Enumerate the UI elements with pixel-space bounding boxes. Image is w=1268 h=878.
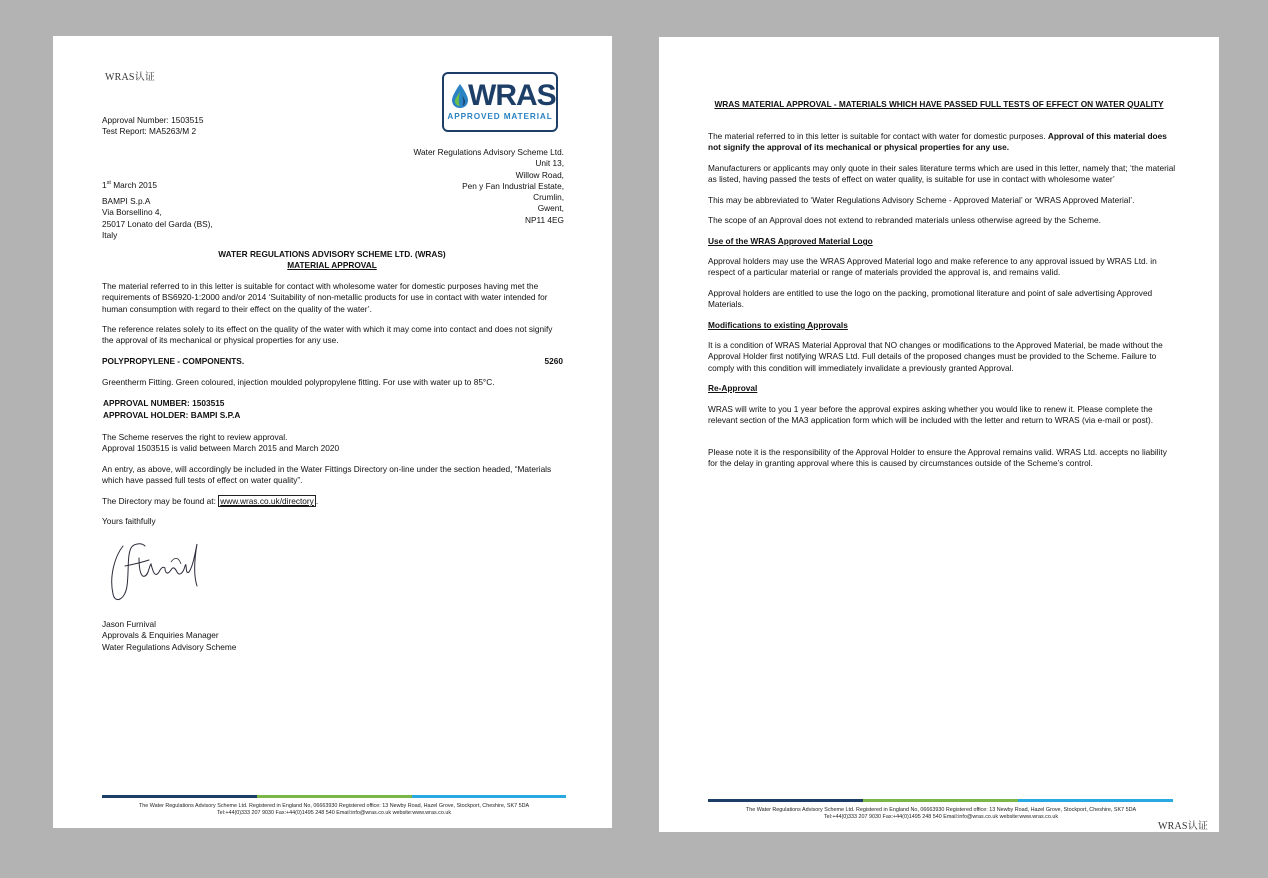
address-line: Crumlin, [533, 192, 564, 203]
signer-organisation: Water Regulations Advisory Scheme [102, 641, 237, 652]
page2-paragraph-3: This may be abbreviated to ‘Water Regulations Advisory Scheme - Approved Material’ or ‘WRAS Approved Material’. [708, 195, 1135, 205]
directory-line [102, 496, 318, 507]
page2-paragraph-2: Manufacturers or applicants may only quote in their sales literature terms which are used in this letter, namely that; ‘the material as listed, having passed the tests of effect on water quality, is suitable for use in contact with wholesome water’ [708, 163, 1176, 185]
heading-line-1: WATER REGULATIONS ADVISORY SCHEME LTD. (WRAS) [218, 249, 446, 259]
logo-subtitle: APPROVED MATERIAL [447, 112, 553, 121]
footer-text [102, 803, 566, 817]
letter-heading [102, 249, 562, 272]
sender-address [304, 147, 564, 226]
section-heading-reapproval: Re-Approval [708, 383, 758, 393]
address-line: Willow Road, [515, 169, 564, 180]
footer-line-1: The Water Regulations Advisory Scheme Ltd. Registered in England No, 06663930 Registered office: 13 Newby Road, Hazel Grove, Stockport, Cheshire, SK7 5DA [745, 807, 1137, 813]
signer-name: Jason Furnival [102, 619, 156, 629]
wras-logo [442, 72, 558, 132]
recipient-line: Via Borsellino 4, [102, 207, 162, 218]
signer-title: Approvals & Enquiries Manager [102, 630, 219, 641]
directory-link[interactable]: www.wras.co.uk/directory [220, 496, 314, 506]
approval-number-line: Approval Number: 1503515 [102, 115, 204, 125]
heading-line-2: MATERIAL APPROVAL [287, 260, 377, 271]
page2-paragraph-8: WRAS will write to you 1 year before the approval expires asking whether you would like to renew it. Please complete the relevant section of the MA3 application form which will be included with the letter and return to WRAS (via e-mail or post). [708, 404, 1154, 426]
footer-bar-navy [708, 799, 863, 802]
recipient-line: BAMPI S.p.A [102, 196, 151, 206]
footer-bar-cyan [412, 795, 566, 798]
paragraph-reference: The reference relates solely to its effect on the quality of the water with which it may come into contact and does not signify the approval of its mechanical or physical properties for any use. [102, 324, 553, 346]
page2-paragraph-9: Please note it is the responsibility of the Approval Holder to ensure the Approval remains valid. WRAS Ltd. accepts no liability for the delay in granting approval where this is caused by circumstances outside of the Scheme’s control. [708, 447, 1167, 469]
date-suffix: st [106, 180, 111, 186]
material-name: POLYPROPYLENE - COMPONENTS. [102, 356, 245, 366]
footer-line-2: Tel:+44(0)333 207 9030 Fax:+44(0)1495 248 540 Email:info@wras.co.uk website:www.wras.co.uk [823, 814, 1059, 821]
footer-line-2: Tel:+44(0)333 207 9030 Fax:+44(0)1495 248 540 Email:info@wras.co.uk website:www.wras.co.uk [216, 810, 452, 817]
footer-bar-green [863, 799, 1018, 802]
review-line-1: The Scheme reserves the right to review approval. [102, 432, 288, 442]
recipient-line: Italy [102, 229, 118, 240]
address-line: NP11 4EG [524, 214, 564, 225]
footer-bar-green [257, 795, 412, 798]
directory-suffix: . [315, 496, 319, 506]
test-report-line: Test Report: MA5263/M 2 [102, 126, 197, 136]
page2-paragraph-1 [708, 131, 1176, 154]
material-description: Greentherm Fitting. Green coloured, injection moulded polypropylene fitting. For use with water up to 85°C. [102, 377, 495, 387]
section-heading-logo: Use of the WRAS Approved Material Logo [708, 236, 873, 246]
watermark-text: WRAS认证 [105, 72, 156, 83]
letter-page-2 [659, 37, 1219, 832]
address-line: Water Regulations Advisory Scheme Ltd. [413, 147, 564, 157]
page2-paragraph-6: Approval holders are entitled to use the logo on the packing, promotional literature and point of sale advertising Approved Materials. [708, 288, 1153, 310]
approval-number-bold: APPROVAL NUMBER: 1503515 [103, 398, 225, 408]
date-day: 1 [102, 179, 107, 190]
footer-text [708, 807, 1174, 821]
paragraph-suitability: The material referred to in this letter is suitable for contact with wholesome water for domestic purposes having met the requirements of BS6920-1:2000 and/or 2014 ‘Suitability of non-metallic products for use in contact with water intended for human consumption with regard to their effect on the quality of the water’. [102, 281, 548, 314]
p1-bold-text: Approval of this material does not signify the approval of its mechanical or physical properties for any use. [708, 131, 1167, 153]
signer-block [102, 619, 236, 653]
footer-bar-cyan [1018, 799, 1173, 802]
logo-wordmark: WRAS [468, 79, 556, 112]
watermark-text: WRAS认证 [1158, 821, 1209, 832]
footer-bar-navy [102, 795, 257, 798]
footer-line-1: The Water Regulations Advisory Scheme Ltd. Registered in England No, 06663930 Registered office: 13 Newby Road, Hazel Grove, Stockport, Cheshire, SK7 5DA [138, 803, 530, 809]
letter-date [102, 178, 157, 191]
signature-image [105, 536, 205, 606]
recipient-line: 25017 Lonato del Garda (BS), [102, 218, 213, 229]
material-code: 5260 [544, 356, 563, 366]
letter-page-1 [53, 36, 612, 828]
address-line: Unit 13, [535, 158, 564, 169]
directory-prefix: The Directory may be found at: [102, 496, 219, 506]
page2-title: WRAS MATERIAL APPROVAL - MATERIALS WHICH HAVE PASSED FULL TESTS OF EFFECT ON WATER QUALITY [714, 99, 1164, 109]
recipient-address [102, 196, 213, 241]
section-heading-modifications: Modifications to existing Approvals [708, 320, 848, 330]
closing-line: Yours faithfully [102, 516, 156, 526]
page2-paragraph-5: Approval holders may use the WRAS Approved Material logo and make reference to any approval issued by WRAS Ltd. in respect of a particular material or range of materials provided the approval is, and remains valid. [708, 256, 1157, 278]
approval-holder-bold: APPROVAL HOLDER: BAMPI S.P.A [103, 410, 241, 420]
address-line: Pen y Fan Industrial Estate, [462, 180, 564, 191]
water-drop-icon [450, 83, 470, 109]
page2-paragraph-7: It is a condition of WRAS Material Approval that NO changes or modifications to the Approved Material, be made without the Approval Holder first notifying WRAS Ltd. Full details of the proposed changes must be provided to the Scheme. Failure to comply with this condition will immediately invalidate a previously granted Approval. [708, 340, 1163, 373]
page2-paragraph-4: The scope of an Approval does not extend to rebranded materials unless otherwise agreed by the Scheme. [708, 215, 1101, 225]
paragraph-directory-entry: An entry, as above, will accordingly be included in the Water Fittings Directory on-line under the section headed, “Materials which have passed full tests of effect on water quality”. [102, 464, 552, 486]
review-line-2: Approval 1503515 is valid between March 2015 and March 2020 [102, 443, 340, 453]
p1-normal-text: The material referred to in this letter is suitable for contact with water for domestic purposes. [708, 131, 1048, 141]
date-rest: March 2015 [110, 179, 158, 190]
address-line: Gwent, [537, 203, 564, 214]
